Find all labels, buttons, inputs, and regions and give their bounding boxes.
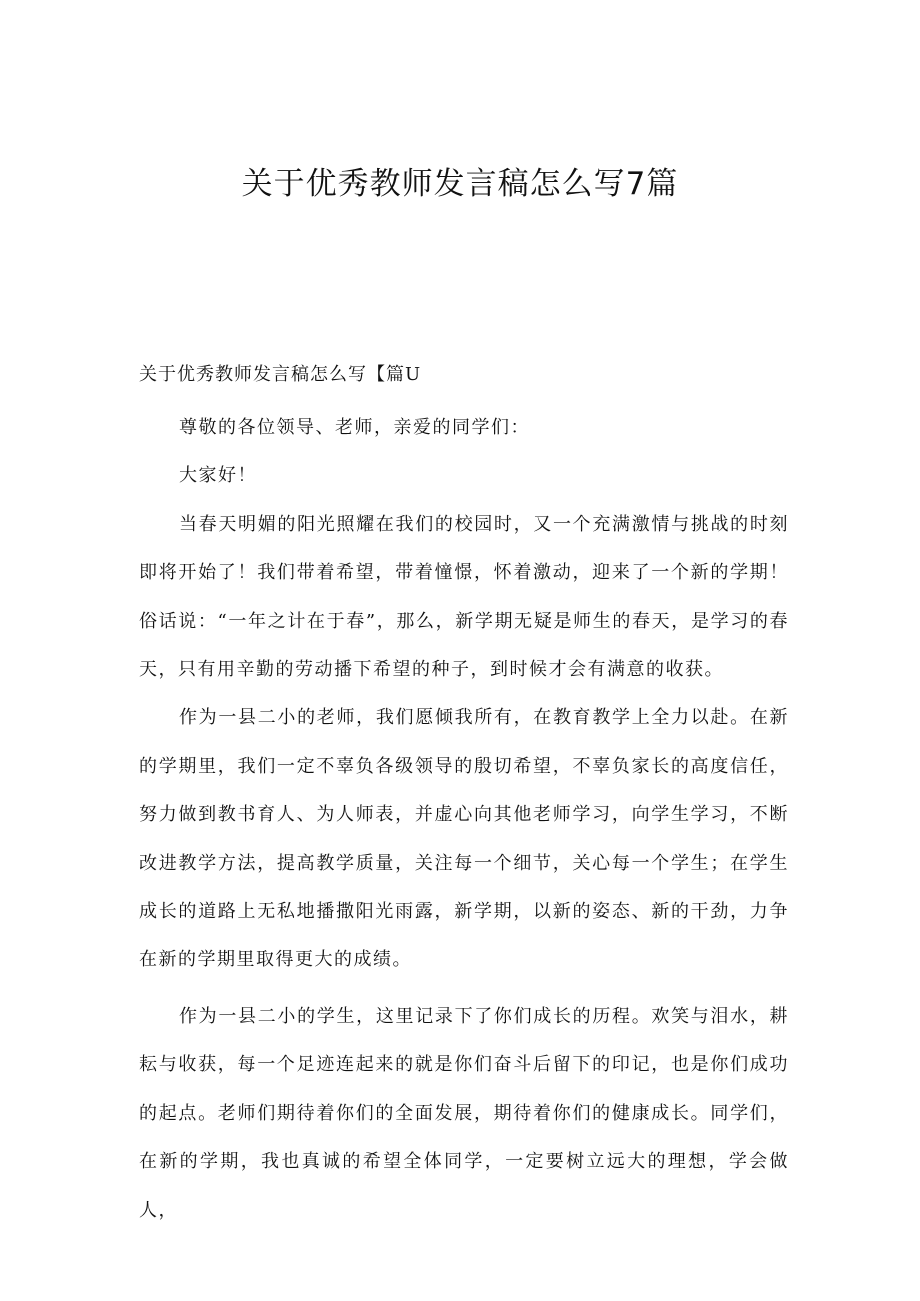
document-title: 关于优秀教师发言稿怎么写7篇: [241, 166, 679, 202]
body-paragraph: 作为一县二小的老师，我们愿倾我所有，在教育教学上全力以赴。在新的学期里，我们一定不辜负各级领导的殷切希望，不辜负家长的高度信任，努力做到教书育人、为人师表，并虚心向其他老师学习，向学生学习，不断改进教学方法，提高教学质量，关注每一个细节，关心每一个学生；在学生成长的道路上无私地播撒阳光雨露，新学期，以新的姿态、新的干劲，力争在新的学期里取得更大的成绩。: [139, 707, 789, 971]
body-paragraph: 当春天明媚的阳光照耀在我们的校园时，又一个充满激情与挑战的时刻即将开始了！我们带着希望，带着憧憬，怀着激动，迎来了一个新的学期！俗话说：“一年之计在于春”，那么，新学期无疑是师生的春天，是学习的春天，只有用辛勤的劳动播下希望的种子，到时候才会有满意的收获。: [139, 513, 789, 681]
body-paragraph: 作为一县二小的学生，这里记录下了你们成长的历程。欢笑与泪水，耕耘与收获，每一个足迹连起来的就是你们奋斗后留下的印记，也是你们成功的起点。老师们期待着你们的全面发展，期待着你们的健康成长。同学们，在新的学期，我也真诚的希望全体同学，一定要树立远大的理想，学会做人，: [139, 1005, 789, 1221]
section-heading: 关于优秀教师发言稿怎么写【篇U: [139, 364, 422, 385]
salutation: 尊敬的各位领导、老师，亲爱的同学们：: [179, 417, 530, 438]
greeting: 大家好！: [179, 465, 257, 487]
document-body: [139, 356, 789, 1235]
